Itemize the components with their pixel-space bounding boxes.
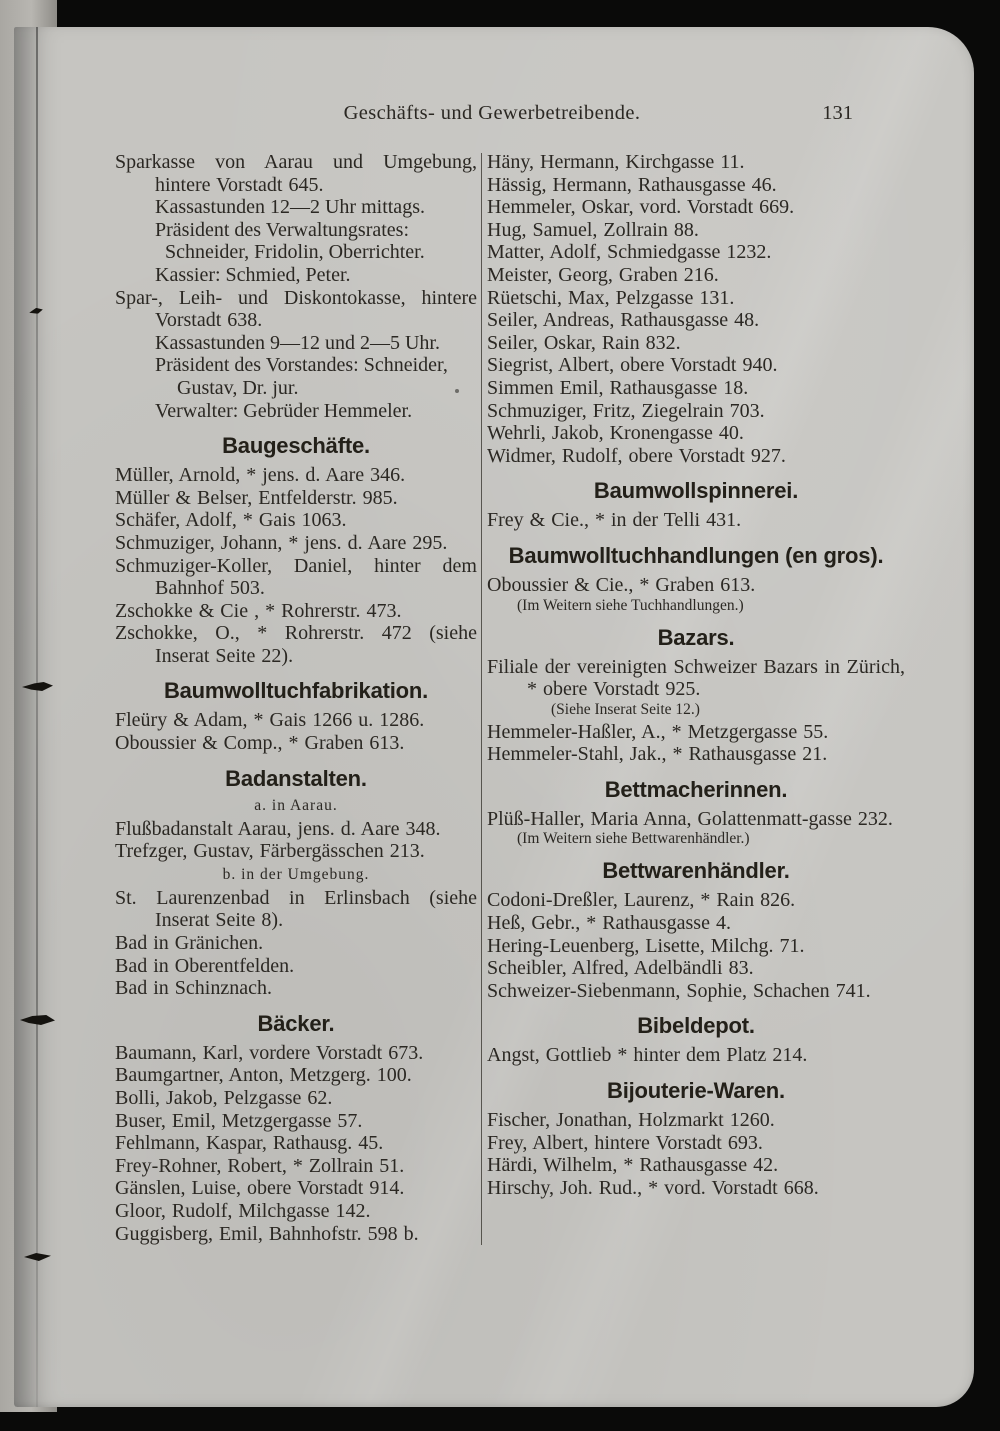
directory-entry: Hemmeler, Oskar, vord. Vorstadt 669. bbox=[487, 196, 795, 219]
directory-entry: Bad in Gränichen. bbox=[115, 932, 264, 955]
directory-entry: Müller & Belser, Entfelderstr. 985. bbox=[115, 486, 398, 509]
directory-entry: Scheibler, Alfred, Adelbändli 83. bbox=[487, 957, 754, 980]
section-heading: Bijouterie-Waren. bbox=[607, 1078, 785, 1104]
directory-entry: Bolli, Jakob, Pelzgasse 62. bbox=[115, 1087, 333, 1109]
directory-entry: Fischer, Jonathan, Holzmarkt 1260. bbox=[487, 1109, 775, 1132]
column-right bbox=[487, 151, 905, 1199]
directory-entry: Rüetschi, Max, Pelzgasse 131. bbox=[487, 286, 735, 309]
section-heading: Bazars. bbox=[657, 624, 735, 650]
cross-reference-note: (Im Weitern siehe Tuchhandlungen.) bbox=[517, 596, 744, 614]
directory-entry: Meister, Georg, Graben 216. bbox=[487, 263, 719, 286]
directory-entry: Plüß-Haller, Maria Anna, Golattenmatt-gasse 232. bbox=[487, 807, 893, 830]
directory-entry: Zschokke & Cie , * Rohrerstr. 473. bbox=[115, 599, 402, 622]
directory-entry: Widmer, Rudolf, obere Vorstadt 927. bbox=[487, 444, 786, 467]
directory-entry: Sparkasse von Aarau und Umgebung, hintere Vorstadt 645. bbox=[115, 151, 477, 196]
section-heading: Badanstalten. bbox=[225, 765, 367, 791]
detail-line: Schneider, Fridolin, Oberrichter. bbox=[165, 241, 425, 264]
detail-line: Präsident des Vorstandes: Schneider, Gustav, Dr. jur. bbox=[155, 354, 448, 399]
cross-reference-note: (Im Weitern siehe Bettwarenhändler.) bbox=[517, 830, 750, 848]
directory-entry: Filiale der vereinigten Schweizer Bazars in Zürich, * obere Vorstadt 925. bbox=[487, 655, 905, 701]
directory-entry: Gänslen, Luise, obere Vorstadt 914. bbox=[115, 1177, 405, 1200]
directory-entry: St. Laurenzenbad in Erlinsbach (siehe Inserat Seite 8). bbox=[115, 886, 477, 932]
directory-entry: Fehlmann, Kaspar, Rathausg. 45. bbox=[115, 1132, 384, 1155]
directory-entry: Hemmeler-Haßler, A., * Metzgergasse 55. bbox=[487, 720, 829, 743]
cross-reference-note: (Siehe Inserat Seite 12.) bbox=[551, 700, 700, 718]
directory-entry: Baumann, Karl, vordere Vorstadt 673. bbox=[115, 1041, 424, 1064]
column-divider bbox=[481, 153, 482, 1245]
directory-entry: Guggisberg, Emil, Bahnhofstr. 598 b. bbox=[115, 1222, 419, 1245]
directory-entry: Hässig, Hermann, Rathausgasse 46. bbox=[487, 173, 777, 196]
binding-thread-mark bbox=[24, 1253, 51, 1261]
directory-entry: Matter, Adolf, Schmiedgasse 1232. bbox=[487, 241, 772, 264]
detail-line: Präsident des Verwaltungsrates: bbox=[155, 218, 410, 241]
directory-entry: Schmuziger, Fritz, Ziegelrain 703. bbox=[487, 399, 765, 422]
directory-entry: Angst, Gottlieb * hinter dem Platz 214. bbox=[487, 1044, 808, 1067]
directory-entry: Hemmeler-Stahl, Jak., * Rathausgasse 21. bbox=[487, 743, 828, 766]
directory-entry: Bad in Schinznach. bbox=[115, 977, 272, 1000]
directory-entry: Heß, Gebr., * Rathausgasse 4. bbox=[487, 912, 731, 935]
page-content bbox=[14, 27, 974, 1245]
column-left bbox=[115, 151, 477, 1245]
detail-line: Kassastunden 12—2 Uhr mittags. bbox=[155, 196, 425, 219]
section-heading: Baumwolltuchhandlungen (en gros). bbox=[508, 542, 884, 568]
directory-entry: Trefzger, Gustav, Färbergässchen 213. bbox=[115, 840, 425, 863]
directory-entry: Flußbadanstalt Aarau, jens. d. Aare 348. bbox=[115, 817, 441, 840]
section-heading: Bäcker. bbox=[257, 1010, 335, 1036]
directory-entry: Schäfer, Adolf, * Gais 1063. bbox=[115, 509, 347, 532]
detail-line: Kassastunden 9—12 und 2—5 Uhr. bbox=[155, 331, 440, 354]
directory-entry: Häny, Hermann, Kirchgasse 11. bbox=[487, 151, 745, 173]
section-heading: Baugeschäfte. bbox=[222, 433, 370, 459]
directory-entry: Codoni-Dreßler, Laurenz, * Rain 826. bbox=[487, 889, 796, 912]
running-title: Geschäfts- und Gewerbetreibende. bbox=[343, 102, 641, 124]
directory-entry: Schweizer-Siebenmann, Sophie, Schachen 741. bbox=[487, 979, 871, 1002]
directory-entry: Wehrli, Jakob, Kronengasse 40. bbox=[487, 422, 744, 445]
page-header bbox=[115, 101, 905, 125]
detail-line: Kassier: Schmied, Peter. bbox=[155, 263, 351, 286]
section-heading: Bettmacherinnen. bbox=[604, 776, 788, 802]
directory-entry: Fleüry & Adam, * Gais 1266 u. 1286. bbox=[115, 709, 425, 732]
sub-section-heading: b. in der Umgebung. bbox=[222, 865, 370, 883]
directory-entry: Hirschy, Joh. Rud., * vord. Vorstadt 668. bbox=[487, 1176, 819, 1199]
directory-entry: Müller, Arnold, * jens. d. Aare 346. bbox=[115, 464, 406, 487]
directory-entry: Härdi, Wilhelm, * Rathausgasse 42. bbox=[487, 1154, 779, 1177]
sub-section-heading: a. in Aarau. bbox=[254, 796, 338, 814]
section-heading: Bibeldepot. bbox=[637, 1013, 755, 1039]
section-heading: Baumwollspinnerei. bbox=[593, 478, 799, 504]
detail-line: Verwalter: Gebrüder Hemmeler. bbox=[155, 399, 413, 422]
directory-entry: Frey-Rohner, Robert, * Zollrain 51. bbox=[115, 1154, 405, 1177]
directory-entry: Buser, Emil, Metzgergasse 57. bbox=[115, 1109, 363, 1132]
scanned-directory-page bbox=[14, 27, 974, 1407]
directory-entry: Schmuziger-Koller, Daniel, hinter dem Bahnhof 503. bbox=[115, 554, 477, 600]
two-column-text-block bbox=[115, 151, 905, 1245]
directory-entry: Gloor, Rudolf, Milchgasse 142. bbox=[115, 1199, 371, 1222]
directory-entry: Siegrist, Albert, obere Vorstadt 940. bbox=[487, 354, 778, 377]
section-heading: Baumwolltuchfabrikation. bbox=[163, 678, 429, 704]
directory-entry: Spar-, Leih- und Diskontokasse, hintere Vorstadt 638. bbox=[115, 286, 477, 332]
directory-entry: Oboussier & Comp., * Graben 613. bbox=[115, 732, 405, 755]
directory-entry: Baumgartner, Anton, Metzgerg. 100. bbox=[115, 1064, 412, 1087]
page-number: 131 bbox=[822, 102, 853, 124]
directory-entry: Seiler, Oskar, Rain 832. bbox=[487, 331, 681, 354]
directory-entry: Simmen Emil, Rathausgasse 18. bbox=[487, 376, 749, 399]
directory-entry: Seiler, Andreas, Rathausgasse 48. bbox=[487, 309, 760, 332]
directory-entry: Hug, Samuel, Zollrain 88. bbox=[487, 218, 699, 241]
section-heading: Bettwarenhändler. bbox=[602, 858, 790, 884]
directory-entry: Zschokke, O., * Rohrerstr. 472 (siehe Inserat Seite 22). bbox=[115, 622, 477, 667]
directory-entry: Hering-Leuenberg, Lisette, Milchg. 71. bbox=[487, 934, 805, 957]
directory-entry: Frey & Cie., * in der Telli 431. bbox=[487, 509, 742, 532]
directory-entry: Schmuziger, Johann, * jens. d. Aare 295. bbox=[115, 531, 448, 554]
directory-entry: Frey, Albert, hintere Vorstadt 693. bbox=[487, 1131, 763, 1154]
directory-entry: Oboussier & Cie., * Graben 613. bbox=[487, 573, 756, 596]
directory-entry: Bad in Oberentfelden. bbox=[115, 954, 295, 977]
